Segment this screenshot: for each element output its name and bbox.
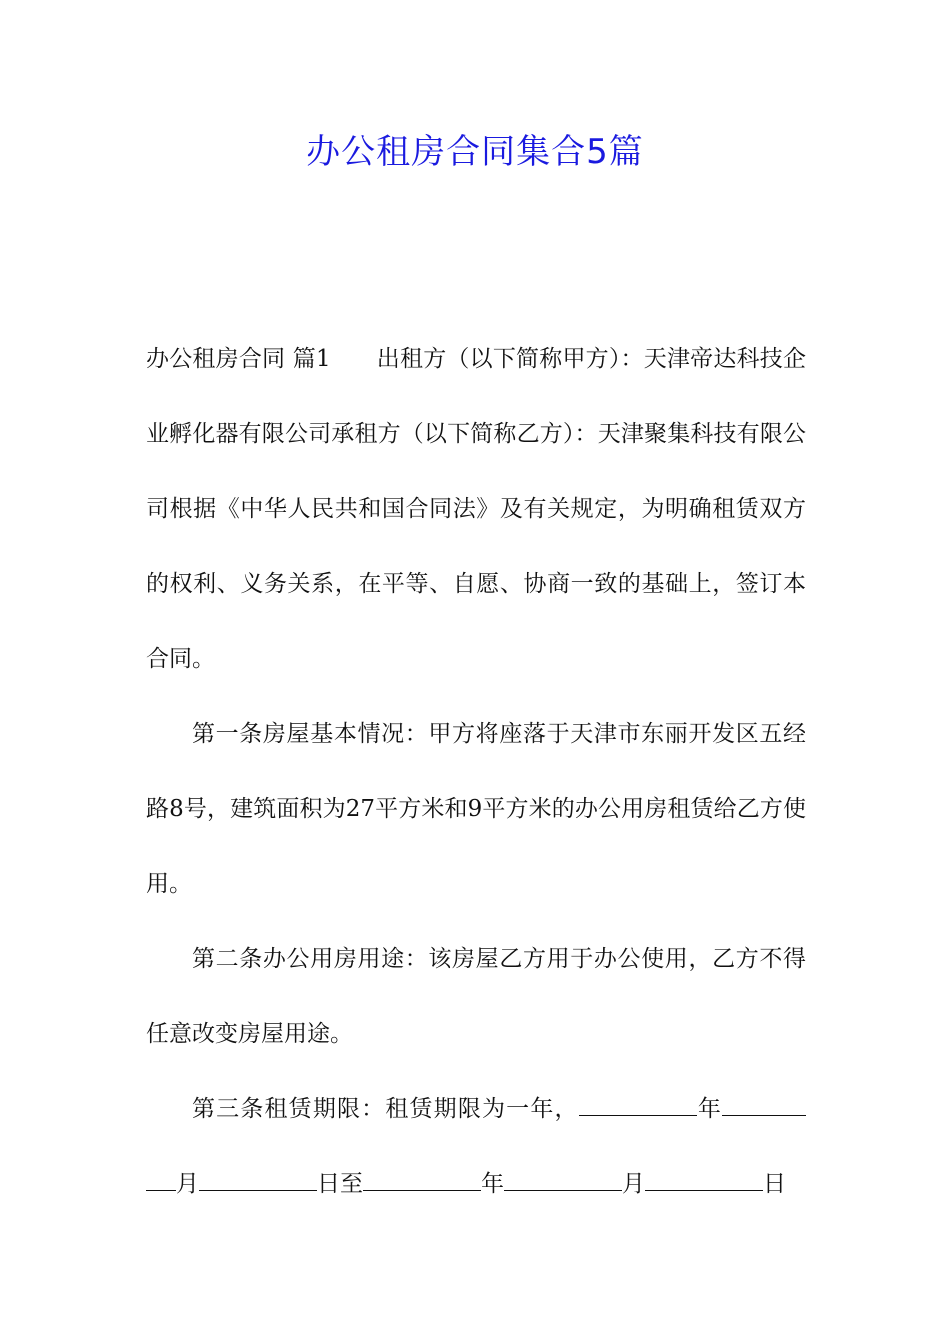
label-year-1: 年 (696, 1096, 723, 1122)
label-month-2: 月 (622, 1171, 645, 1197)
blank-start-year (579, 1095, 697, 1116)
document-body (146, 322, 806, 1222)
blank-start-day (199, 1170, 317, 1191)
blank-end-month (504, 1170, 622, 1191)
blank-start-month-a (722, 1095, 806, 1116)
article-3-lead: 第三条租赁期限：租赁期限为一年， (192, 1096, 579, 1122)
article-1-paragraph: 第一条房屋基本情况：甲方将座落于天津市东丽开发区五经路8号，建筑面积为27平方米和9平方米的办公用房租赁给乙方使用。 (146, 721, 806, 897)
label-day-2: 日 (763, 1171, 786, 1197)
section-heading: 办公租房合同 篇1 (146, 346, 331, 372)
document-title: 办公租房合同集合5篇 (306, 132, 644, 172)
label-month-1: 月 (176, 1171, 199, 1197)
blank-start-month-b (146, 1170, 176, 1191)
article-2-paragraph: 第二条办公用房用途：该房屋乙方用于办公使用，乙方不得任意改变房屋用途。 (146, 946, 806, 1047)
label-year-2: 年 (481, 1171, 504, 1197)
blank-end-year (363, 1170, 481, 1191)
blank-end-day (645, 1170, 763, 1191)
intro-paragraph (146, 322, 806, 697)
label-day-to: 日至 (317, 1171, 363, 1197)
intro-text: 出租方（以下简称甲方）：天津帝达科技企业孵化器有限公司承租方（以下简称乙方）：天津聚集科技有限公司根据《中华人民共和国合同法》及有关规定，为明确租赁双方的权利、义务关系，在平等、自愿、协商一致的基础上，签订本合同。 (146, 346, 806, 672)
article-3-paragraph (146, 1072, 806, 1222)
